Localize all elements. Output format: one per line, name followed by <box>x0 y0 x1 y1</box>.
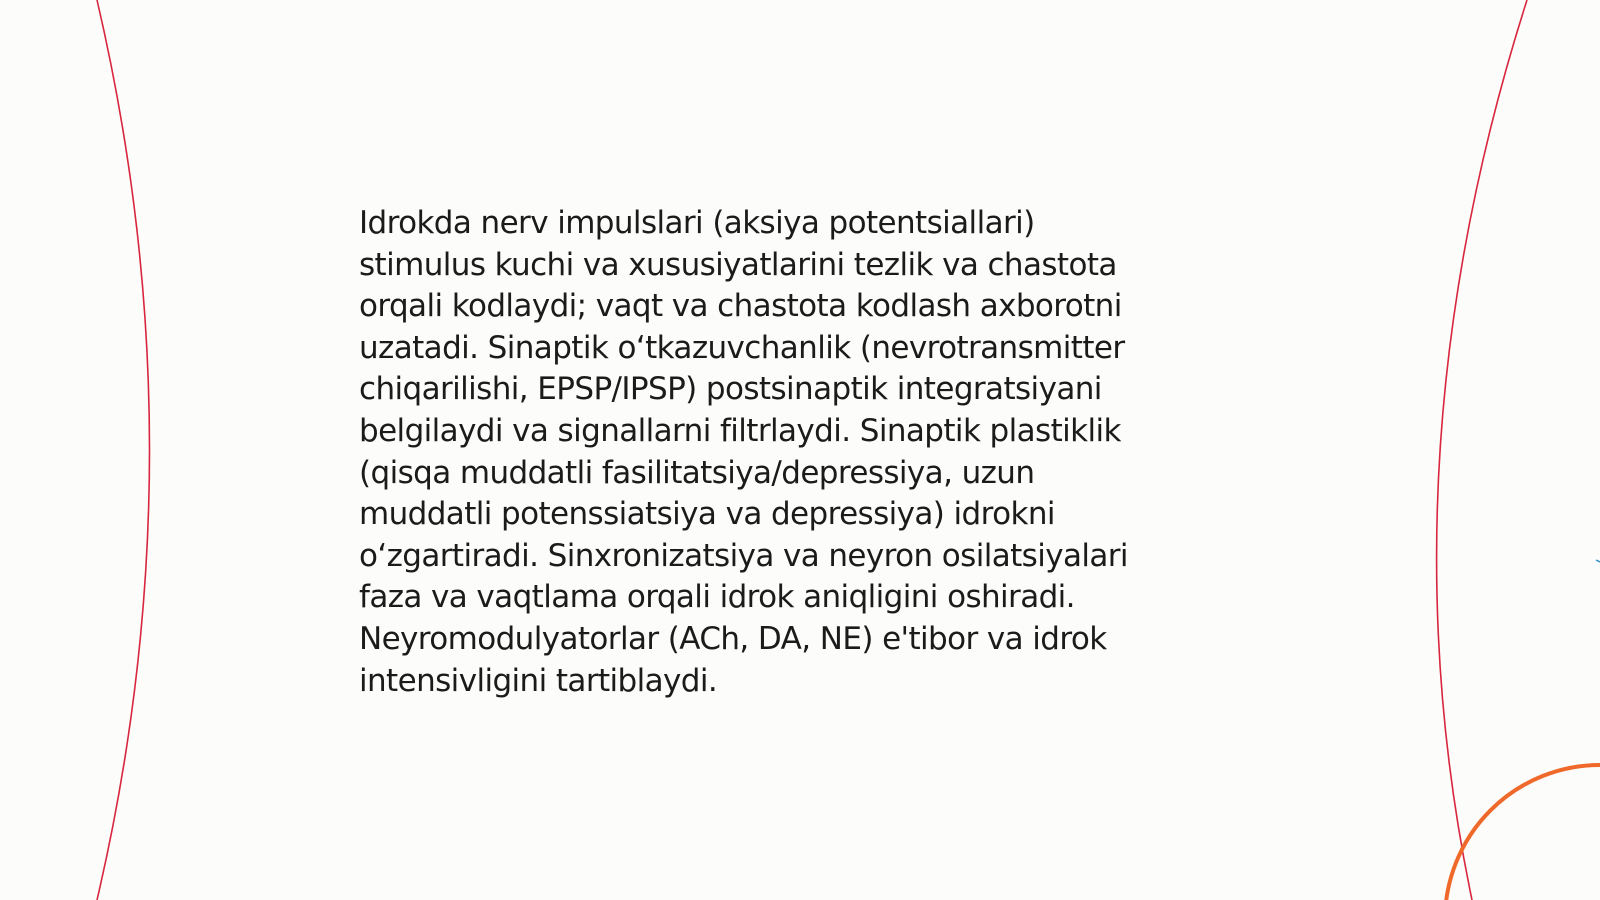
text-line: Idrokda nerv impulslari (aksiya potentsiallari) <box>359 205 1035 241</box>
text-line: stimulus kuchi va xususiyatlarini tezlik va chastota <box>359 246 1117 283</box>
text-line: uzatadi. Sinaptik o‘tkazuvchanlik (nevrotransmitter <box>359 329 1125 366</box>
text-line: (qisqa muddatli fasilitatsiya/depressiya, uzun <box>359 454 1035 491</box>
text-line: muddatli potenssiatsiya va depressiya) idrokni <box>359 496 1055 533</box>
text-line: chiqarilishi, EPSP/IPSP) postsinaptik integratsiyani <box>359 371 1102 408</box>
text-line: o‘zgartiradi. Sinxronizatsiya va neyron osilatsiyalari <box>359 537 1128 574</box>
text-line: faza va vaqtlama orqali idrok aniqligini oshiradi. <box>359 579 1075 616</box>
left-arc-line <box>97 0 150 900</box>
body-paragraph <box>359 203 1209 702</box>
text-line: belgilaydi va signallarni filtrlaydi. Sinaptik plastiklik <box>359 412 1121 449</box>
text-line: intensivligini tartiblaydi. <box>359 662 718 699</box>
edge-mark <box>1596 560 1600 562</box>
text-line: Neyromodulyatorlar (ACh, DA, NE) e'tibor va idrok <box>359 620 1107 657</box>
text-line: orqali kodlaydi; vaqt va chastota kodlash axborotni <box>359 288 1122 325</box>
right-arc-line <box>1437 0 1527 900</box>
